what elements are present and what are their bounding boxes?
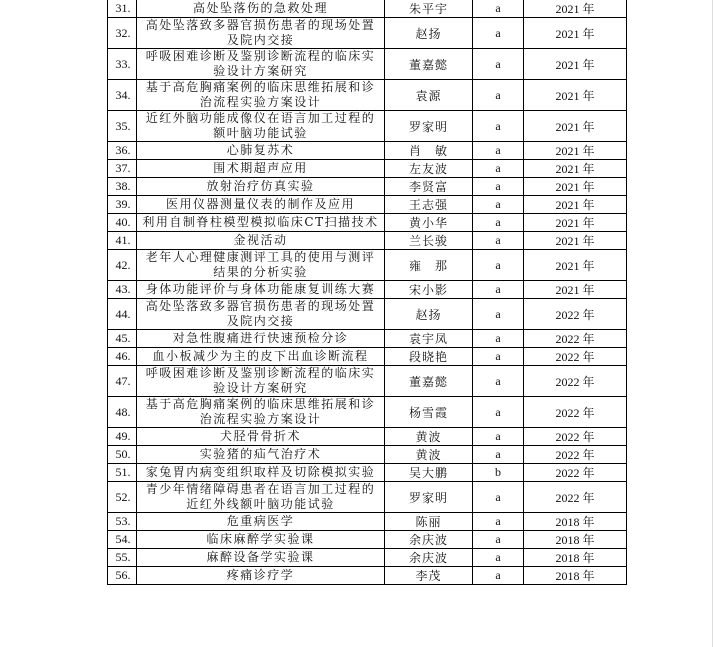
person-in-charge-cell: 董嘉懿 bbox=[385, 366, 473, 397]
row-number-cell: 45. bbox=[108, 330, 137, 348]
person-in-charge-cell: 袁源 bbox=[385, 80, 473, 111]
year-cell: 2018 年 bbox=[524, 531, 627, 549]
row-number-cell: 33. bbox=[108, 49, 137, 80]
person-in-charge-cell: 陈丽 bbox=[385, 513, 473, 531]
person-in-charge-cell: 董嘉懿 bbox=[385, 49, 473, 80]
year-cell: 2021 年 bbox=[524, 214, 627, 232]
project-title-cell: 呼吸困难诊断及鉴别诊断流程的临床实验设计方案研究 bbox=[137, 49, 385, 80]
level-cell: a bbox=[473, 49, 524, 80]
row-number-cell: 48. bbox=[108, 397, 137, 428]
row-number-cell: 47. bbox=[108, 366, 137, 397]
row-number-cell: 55. bbox=[108, 549, 137, 567]
table-row bbox=[108, 299, 627, 330]
year-cell: 2018 年 bbox=[524, 549, 627, 567]
table-row bbox=[108, 567, 627, 585]
year-cell: 2021 年 bbox=[524, 142, 627, 160]
table-row bbox=[108, 330, 627, 348]
row-number-cell: 53. bbox=[108, 513, 137, 531]
year-cell: 2021 年 bbox=[524, 250, 627, 281]
project-title-cell: 对急性腹痛进行快速预检分诊 bbox=[137, 330, 385, 348]
row-number-cell: 46. bbox=[108, 348, 137, 366]
person-in-charge-cell: 吴大鹏 bbox=[385, 464, 473, 482]
year-cell: 2018 年 bbox=[524, 513, 627, 531]
table-row bbox=[108, 80, 627, 111]
year-cell: 2022 年 bbox=[524, 464, 627, 482]
level-cell: a bbox=[473, 214, 524, 232]
project-title-cell: 高处坠落致多器官损伤患者的现场处置及院内交接 bbox=[137, 299, 385, 330]
level-cell: a bbox=[473, 513, 524, 531]
row-number-cell: 52. bbox=[108, 482, 137, 513]
table-row bbox=[108, 111, 627, 142]
level-cell: a bbox=[473, 111, 524, 142]
level-cell: a bbox=[473, 397, 524, 428]
year-cell: 2021 年 bbox=[524, 111, 627, 142]
level-cell: a bbox=[473, 196, 524, 214]
year-cell: 2021 年 bbox=[524, 0, 627, 18]
year-cell: 2022 年 bbox=[524, 299, 627, 330]
year-cell: 2022 年 bbox=[524, 446, 627, 464]
person-in-charge-cell: 李贤富 bbox=[385, 178, 473, 196]
project-title-cell: 家兔胃内病变组织取样及切除模拟实验 bbox=[137, 464, 385, 482]
level-cell: a bbox=[473, 330, 524, 348]
table-row bbox=[108, 49, 627, 80]
year-cell: 2022 年 bbox=[524, 366, 627, 397]
row-number-cell: 50. bbox=[108, 446, 137, 464]
person-in-charge-cell: 王志强 bbox=[385, 196, 473, 214]
person-in-charge-cell: 李茂 bbox=[385, 567, 473, 585]
project-title-cell: 血小板减少为主的皮下出血诊断流程 bbox=[137, 348, 385, 366]
year-cell: 2021 年 bbox=[524, 160, 627, 178]
table-row bbox=[108, 348, 627, 366]
level-cell: a bbox=[473, 366, 524, 397]
person-in-charge-cell: 兰长骏 bbox=[385, 232, 473, 250]
projects-table-body bbox=[108, 0, 627, 585]
table-row bbox=[108, 281, 627, 299]
table-row bbox=[108, 160, 627, 178]
row-number-cell: 54. bbox=[108, 531, 137, 549]
person-in-charge-cell: 袁宇凤 bbox=[385, 330, 473, 348]
level-cell: a bbox=[473, 232, 524, 250]
table-row bbox=[108, 549, 627, 567]
project-title-cell: 身体功能评价与身体功能康复训练大赛 bbox=[137, 281, 385, 299]
level-cell: a bbox=[473, 142, 524, 160]
project-title-cell: 疼痛诊疗学 bbox=[137, 567, 385, 585]
project-title-cell: 高处坠落致多器官损伤患者的现场处置及院内交接 bbox=[137, 18, 385, 49]
person-in-charge-cell: 赵扬 bbox=[385, 18, 473, 49]
project-title-cell: 基于高危胸痛案例的临床思维拓展和诊治流程实验方案设计 bbox=[137, 397, 385, 428]
year-cell: 2022 年 bbox=[524, 482, 627, 513]
person-in-charge-cell: 杨雪霞 bbox=[385, 397, 473, 428]
table-row bbox=[108, 366, 627, 397]
project-title-cell: 围术期超声应用 bbox=[137, 160, 385, 178]
level-cell: a bbox=[473, 348, 524, 366]
row-number-cell: 44. bbox=[108, 299, 137, 330]
level-cell: a bbox=[473, 299, 524, 330]
level-cell: a bbox=[473, 160, 524, 178]
table-row bbox=[108, 196, 627, 214]
project-title-cell: 犬胫骨骨折术 bbox=[137, 428, 385, 446]
person-in-charge-cell: 黄波 bbox=[385, 446, 473, 464]
project-title-cell: 放射治疗仿真实验 bbox=[137, 178, 385, 196]
year-cell: 2022 年 bbox=[524, 428, 627, 446]
level-cell: b bbox=[473, 464, 524, 482]
level-cell: a bbox=[473, 531, 524, 549]
table-row bbox=[108, 0, 627, 18]
person-in-charge-cell: 黄小华 bbox=[385, 214, 473, 232]
project-title-cell: 利用自制脊柱模型模拟临床CT扫描技术 bbox=[137, 214, 385, 232]
level-cell: a bbox=[473, 446, 524, 464]
project-title-cell: 金视活动 bbox=[137, 232, 385, 250]
project-title-cell: 老年人心理健康测评工具的使用与测评结果的分析实验 bbox=[137, 250, 385, 281]
level-cell: a bbox=[473, 482, 524, 513]
person-in-charge-cell: 赵扬 bbox=[385, 299, 473, 330]
table-row bbox=[108, 428, 627, 446]
person-in-charge-cell: 左友波 bbox=[385, 160, 473, 178]
row-number-cell: 39. bbox=[108, 196, 137, 214]
project-title-cell: 高处坠落伤的急救处理 bbox=[137, 0, 385, 18]
project-title-cell: 医用仪器测量仪表的制作及应用 bbox=[137, 196, 385, 214]
level-cell: a bbox=[473, 567, 524, 585]
row-number-cell: 51. bbox=[108, 464, 137, 482]
row-number-cell: 31. bbox=[108, 0, 137, 18]
row-number-cell: 38. bbox=[108, 178, 137, 196]
project-title-cell: 麻醉设备学实验课 bbox=[137, 549, 385, 567]
table-row bbox=[108, 214, 627, 232]
project-title-cell: 心肺复苏术 bbox=[137, 142, 385, 160]
row-number-cell: 40. bbox=[108, 214, 137, 232]
level-cell: a bbox=[473, 0, 524, 18]
row-number-cell: 43. bbox=[108, 281, 137, 299]
row-number-cell: 41. bbox=[108, 232, 137, 250]
project-title-cell: 基于高危胸痛案例的临床思维拓展和诊治流程实验方案设计 bbox=[137, 80, 385, 111]
year-cell: 2021 年 bbox=[524, 18, 627, 49]
project-title-cell: 实验猪的疝气治疗术 bbox=[137, 446, 385, 464]
project-title-cell: 青少年情绪障碍患者在语言加工过程的近红外线额叶脑功能试验 bbox=[137, 482, 385, 513]
person-in-charge-cell: 宋小影 bbox=[385, 281, 473, 299]
table-row bbox=[108, 250, 627, 281]
year-cell: 2022 年 bbox=[524, 397, 627, 428]
level-cell: a bbox=[473, 18, 524, 49]
table-row bbox=[108, 397, 627, 428]
level-cell: a bbox=[473, 549, 524, 567]
person-in-charge-cell: 罗家明 bbox=[385, 482, 473, 513]
row-number-cell: 37. bbox=[108, 160, 137, 178]
level-cell: a bbox=[473, 80, 524, 111]
project-title-cell: 临床麻醉学实验课 bbox=[137, 531, 385, 549]
table-row bbox=[108, 178, 627, 196]
table-row bbox=[108, 446, 627, 464]
row-number-cell: 34. bbox=[108, 80, 137, 111]
table-row bbox=[108, 142, 627, 160]
person-in-charge-cell: 黄波 bbox=[385, 428, 473, 446]
year-cell: 2021 年 bbox=[524, 178, 627, 196]
projects-table bbox=[107, 0, 627, 585]
year-cell: 2022 年 bbox=[524, 348, 627, 366]
person-in-charge-cell: 肖 敏 bbox=[385, 142, 473, 160]
level-cell: a bbox=[473, 250, 524, 281]
table-row bbox=[108, 482, 627, 513]
row-number-cell: 32. bbox=[108, 18, 137, 49]
project-title-cell: 近红外脑功能成像仪在语言加工过程的额叶脑功能试验 bbox=[137, 111, 385, 142]
person-in-charge-cell: 罗家明 bbox=[385, 111, 473, 142]
year-cell: 2021 年 bbox=[524, 49, 627, 80]
level-cell: a bbox=[473, 281, 524, 299]
person-in-charge-cell: 朱平宇 bbox=[385, 0, 473, 18]
project-title-cell: 危重病医学 bbox=[137, 513, 385, 531]
row-number-cell: 56. bbox=[108, 567, 137, 585]
year-cell: 2022 年 bbox=[524, 330, 627, 348]
row-number-cell: 49. bbox=[108, 428, 137, 446]
row-number-cell: 35. bbox=[108, 111, 137, 142]
year-cell: 2021 年 bbox=[524, 196, 627, 214]
person-in-charge-cell: 余庆波 bbox=[385, 549, 473, 567]
year-cell: 2021 年 bbox=[524, 281, 627, 299]
table-row bbox=[108, 464, 627, 482]
year-cell: 2021 年 bbox=[524, 232, 627, 250]
person-in-charge-cell: 雍 那 bbox=[385, 250, 473, 281]
table-row bbox=[108, 18, 627, 49]
table-row bbox=[108, 531, 627, 549]
person-in-charge-cell: 余庆波 bbox=[385, 531, 473, 549]
page-edge-divider bbox=[712, 0, 713, 647]
row-number-cell: 42. bbox=[108, 250, 137, 281]
person-in-charge-cell: 段晓艳 bbox=[385, 348, 473, 366]
row-number-cell: 36. bbox=[108, 142, 137, 160]
level-cell: a bbox=[473, 428, 524, 446]
project-title-cell: 呼吸困难诊断及鉴别诊断流程的临床实验设计方案研究 bbox=[137, 366, 385, 397]
year-cell: 2021 年 bbox=[524, 80, 627, 111]
year-cell: 2018 年 bbox=[524, 567, 627, 585]
table-row bbox=[108, 513, 627, 531]
table-row bbox=[108, 232, 627, 250]
level-cell: a bbox=[473, 178, 524, 196]
